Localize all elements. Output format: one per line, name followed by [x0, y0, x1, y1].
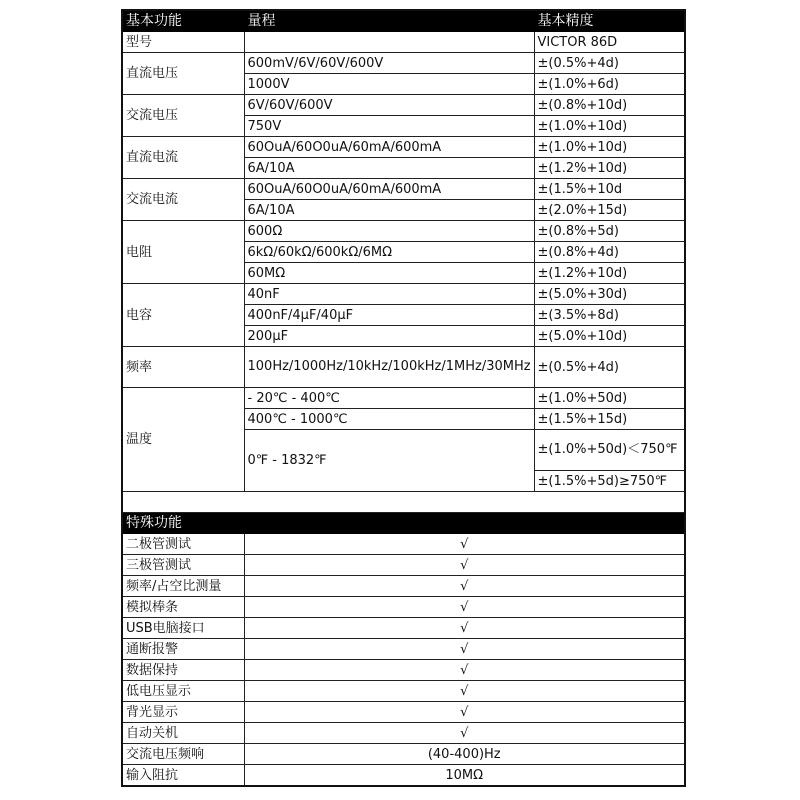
range-cell: 60OuA/60O0uA/60mA/600mA — [244, 137, 534, 158]
table-row — [122, 702, 685, 723]
feature-value: √ — [244, 555, 685, 576]
spacer-cell — [122, 492, 685, 513]
table-row — [122, 179, 685, 200]
table-row — [122, 765, 685, 787]
feature-label: 数据保持 — [122, 660, 244, 681]
table-row — [122, 32, 685, 53]
special-header: 特殊功能 — [122, 513, 685, 534]
group-label: 直流电流 — [122, 137, 244, 179]
special-header-row — [122, 513, 685, 534]
range-cell: 60MΩ — [244, 263, 534, 284]
table-row — [122, 221, 685, 242]
model-value: VICTOR 86D — [534, 32, 685, 53]
table-row — [122, 347, 685, 388]
group-label: 直流电压 — [122, 53, 244, 95]
group-label: 交流电压 — [122, 95, 244, 137]
table-row — [122, 681, 685, 702]
table-row — [122, 723, 685, 744]
feature-label: 通断报警 — [122, 639, 244, 660]
feature-label: 输入阻抗 — [122, 765, 244, 787]
feature-value: √ — [244, 681, 685, 702]
feature-value: 10MΩ — [244, 765, 685, 787]
accuracy-cell: ±(0.8%+5d) — [534, 221, 685, 242]
group-label: 电容 — [122, 284, 244, 347]
feature-label: 交流电压频响 — [122, 744, 244, 765]
feature-value: √ — [244, 576, 685, 597]
range-cell: 100Hz/1000Hz/10kHz/100kHz/1MHz/30MHz — [244, 347, 534, 388]
table-row — [122, 555, 685, 576]
range-cell: 400℃ - 1000℃ — [244, 409, 534, 430]
header-range: 量程 — [244, 10, 534, 32]
range-cell: 6A/10A — [244, 158, 534, 179]
feature-label: 频率/占空比测量 — [122, 576, 244, 597]
feature-value: √ — [244, 597, 685, 618]
table-row — [122, 53, 685, 74]
feature-label: USB电脑接口 — [122, 618, 244, 639]
feature-label: 自动关机 — [122, 723, 244, 744]
table-row — [122, 95, 685, 116]
range-cell: 0℉ - 1832℉ — [244, 430, 534, 492]
group-label: 温度 — [122, 388, 244, 492]
table-row — [122, 137, 685, 158]
range-cell: 40nF — [244, 284, 534, 305]
range-cell: 400nF/4μF/40μF — [244, 305, 534, 326]
range-cell: 6V/60V/600V — [244, 95, 534, 116]
table-row — [122, 284, 685, 305]
range-cell: - 20℃ - 400℃ — [244, 388, 534, 409]
group-label: 电阻 — [122, 221, 244, 284]
range-cell: 600Ω — [244, 221, 534, 242]
range-cell: 750V — [244, 116, 534, 137]
feature-label: 二极管测试 — [122, 534, 244, 555]
accuracy-cell: ±(0.8%+10d) — [534, 95, 685, 116]
range-cell: 200μF — [244, 326, 534, 347]
accuracy-cell: ±(1.0%+6d) — [534, 74, 685, 95]
accuracy-cell: ±(1.0%+50d)＜750℉ — [534, 430, 685, 471]
table-row — [122, 597, 685, 618]
accuracy-cell: ±(1.5%+5d)≥750℉ — [534, 471, 685, 492]
table-row — [122, 534, 685, 555]
feature-label: 低电压显示 — [122, 681, 244, 702]
model-label: 型号 — [122, 32, 244, 53]
table-row — [122, 744, 685, 765]
spacer-row — [122, 492, 685, 513]
feature-value: √ — [244, 702, 685, 723]
table-row — [122, 576, 685, 597]
accuracy-cell: ±(2.0%+15d) — [534, 200, 685, 221]
range-cell: 60OuA/60O0uA/60mA/600mA — [244, 179, 534, 200]
table-row — [122, 660, 685, 681]
header-accuracy: 基本精度 — [534, 10, 685, 32]
feature-label: 模拟棒条 — [122, 597, 244, 618]
table-row — [122, 639, 685, 660]
model-range — [244, 32, 534, 53]
range-cell: 600mV/6V/60V/600V — [244, 53, 534, 74]
header-function: 基本功能 — [122, 10, 244, 32]
feature-value: √ — [244, 660, 685, 681]
accuracy-cell: ±(1.0%+10d) — [534, 116, 685, 137]
group-label: 频率 — [122, 347, 244, 388]
feature-value: √ — [244, 618, 685, 639]
accuracy-cell: ±(1.0%+10d) — [534, 137, 685, 158]
accuracy-cell: ±(1.0%+50d) — [534, 388, 685, 409]
range-cell: 6kΩ/60kΩ/600kΩ/6MΩ — [244, 242, 534, 263]
feature-value: √ — [244, 534, 685, 555]
accuracy-cell: ±(3.5%+8d) — [534, 305, 685, 326]
feature-label: 三极管测试 — [122, 555, 244, 576]
spec-table — [121, 9, 686, 787]
table-row — [122, 618, 685, 639]
group-label: 交流电流 — [122, 179, 244, 221]
range-cell: 1000V — [244, 74, 534, 95]
accuracy-cell: ±(1.5%+10d — [534, 179, 685, 200]
basic-header-row — [122, 10, 685, 32]
accuracy-cell: ±(0.5%+4d) — [534, 347, 685, 388]
accuracy-cell: ±(5.0%+30d) — [534, 284, 685, 305]
feature-value: √ — [244, 639, 685, 660]
table-row — [122, 388, 685, 409]
feature-value: (40-400)Hz — [244, 744, 685, 765]
feature-value: √ — [244, 723, 685, 744]
range-cell: 6A/10A — [244, 200, 534, 221]
accuracy-cell: ±(1.2%+10d) — [534, 158, 685, 179]
accuracy-cell: ±(1.5%+15d) — [534, 409, 685, 430]
accuracy-cell: ±(5.0%+10d) — [534, 326, 685, 347]
feature-label: 背光显示 — [122, 702, 244, 723]
accuracy-cell: ±(0.5%+4d) — [534, 53, 685, 74]
accuracy-cell: ±(1.2%+10d) — [534, 263, 685, 284]
accuracy-cell: ±(0.8%+4d) — [534, 242, 685, 263]
